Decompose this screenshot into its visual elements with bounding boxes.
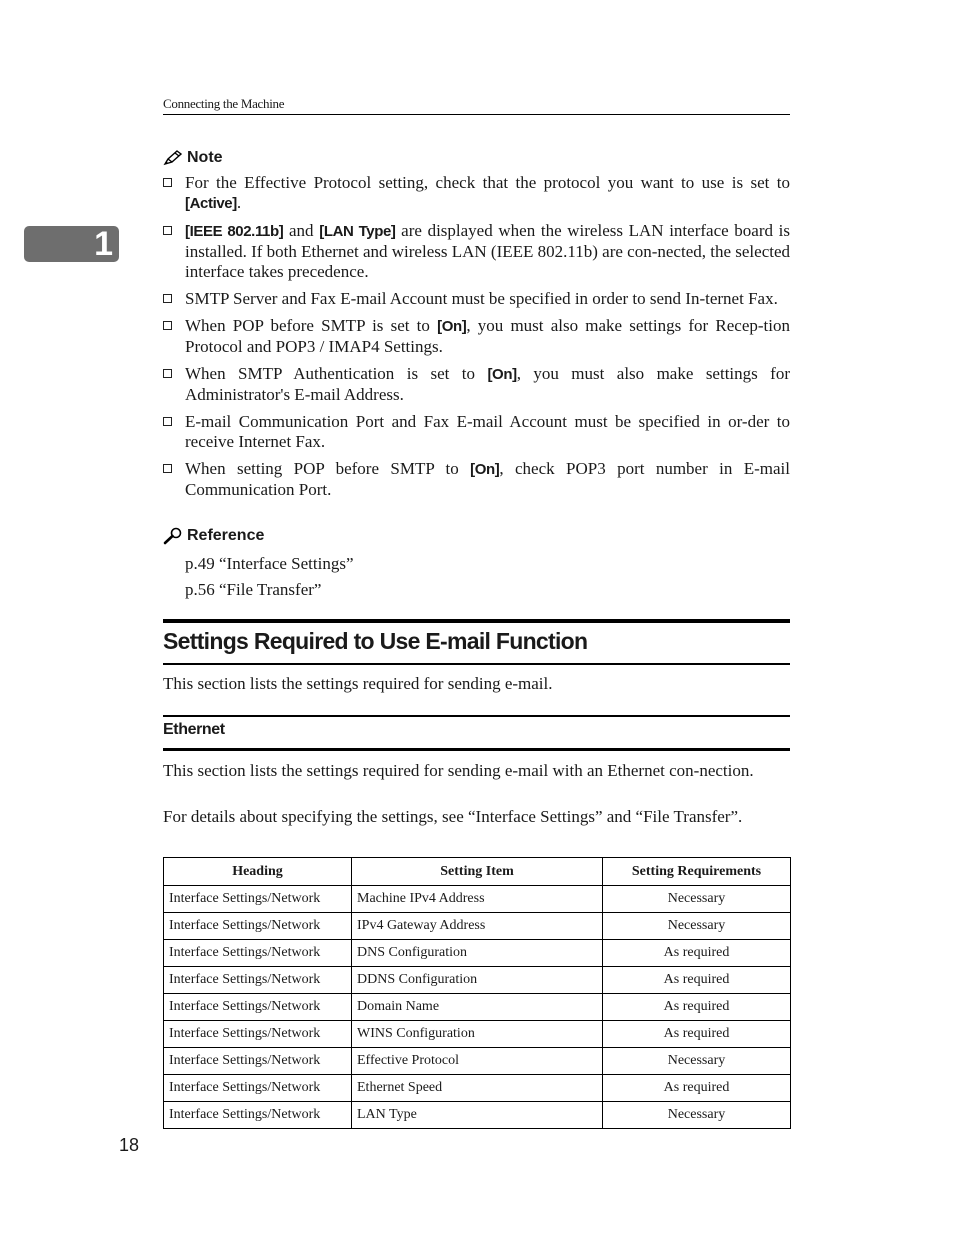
table-cell: DDNS Configuration bbox=[352, 967, 603, 994]
section-top-rule bbox=[163, 619, 790, 623]
key-label: [On] bbox=[487, 366, 517, 383]
table-cell: Interface Settings/Network bbox=[164, 1102, 352, 1129]
table-cell: LAN Type bbox=[352, 1102, 603, 1129]
key-label: [On] bbox=[437, 318, 467, 335]
settings-table bbox=[163, 857, 791, 1129]
table-cell: As required bbox=[603, 1075, 791, 1102]
table-cell: Domain Name bbox=[352, 994, 603, 1021]
header-rule bbox=[163, 114, 790, 115]
table-header-row bbox=[164, 858, 791, 886]
checkbox-bullet-icon bbox=[163, 226, 172, 235]
table-cell: Interface Settings/Network bbox=[164, 1021, 352, 1048]
section-bottom-rule bbox=[163, 663, 790, 665]
reference-link[interactable]: p.56 “File Transfer” bbox=[185, 580, 322, 599]
table-cell: Necessary bbox=[603, 886, 791, 913]
table-row bbox=[164, 967, 791, 994]
checkbox-bullet-icon bbox=[163, 294, 172, 303]
key-label: [Active] bbox=[185, 195, 237, 212]
checkbox-bullet-icon bbox=[163, 417, 172, 426]
table-row bbox=[164, 994, 791, 1021]
subsection-bottom-rule bbox=[163, 748, 790, 751]
page-number: 18 bbox=[119, 1135, 140, 1155]
note-item: When SMTP Authentication is set to [On], you must also make settings for Administrator's E-mail Address. bbox=[163, 364, 790, 405]
subsection-para-2: For details about specifying the settings, see “Interface Settings” and “File Transfer”. bbox=[163, 807, 743, 826]
section-title: Settings Required to Use E-mail Function bbox=[163, 628, 588, 654]
table-cell: Machine IPv4 Address bbox=[352, 886, 603, 913]
table-row bbox=[164, 1021, 791, 1048]
checkbox-bullet-icon bbox=[163, 464, 172, 473]
table-row bbox=[164, 913, 791, 940]
note-item: [IEEE 802.11b] and [LAN Type] are displayed when the wireless LAN interface board is installed. If both Ethernet and wireless LAN (IEEE 802.11b) are con-nected, the selected interface takes precedence. bbox=[163, 221, 790, 282]
table-cell: WINS Configuration bbox=[352, 1021, 603, 1048]
note-label: Note bbox=[187, 149, 223, 166]
reference-label: Reference bbox=[187, 527, 265, 544]
checkbox-bullet-icon bbox=[163, 178, 172, 187]
column-header: Setting Requirements bbox=[603, 858, 791, 886]
table-cell: Interface Settings/Network bbox=[164, 913, 352, 940]
chapter-tab: 1 bbox=[24, 226, 119, 262]
subsection-title: Ethernet bbox=[163, 721, 225, 738]
subsection-para-1: This section lists the settings required for sending e-mail with an Ethernet con-nection. bbox=[163, 761, 754, 780]
table-cell: Interface Settings/Network bbox=[164, 1075, 352, 1102]
table-cell: DNS Configuration bbox=[352, 940, 603, 967]
table-row bbox=[164, 1075, 791, 1102]
note-item: SMTP Server and Fax E-mail Account must be specified in order to send In-ternet Fax. bbox=[163, 289, 790, 309]
subsection-top-rule bbox=[163, 715, 790, 717]
table-cell: Necessary bbox=[603, 913, 791, 940]
table-cell: Interface Settings/Network bbox=[164, 967, 352, 994]
reference-link[interactable]: p.49 “Interface Settings” bbox=[185, 554, 354, 573]
note-item: When POP before SMTP is set to [On], you must also make settings for Recep-tion Protocol and POP3 / IMAP4 Settings. bbox=[163, 316, 790, 357]
table-cell: Interface Settings/Network bbox=[164, 1048, 352, 1075]
table-cell: IPv4 Gateway Address bbox=[352, 913, 603, 940]
table-row bbox=[164, 1102, 791, 1129]
reference-heading bbox=[163, 527, 264, 545]
key-label: [On] bbox=[470, 461, 500, 478]
table-row bbox=[164, 940, 791, 967]
pencil-icon bbox=[163, 150, 183, 166]
note-heading bbox=[163, 149, 223, 167]
key-label: [LAN Type] bbox=[319, 223, 396, 240]
note-item: For the Effective Protocol setting, check that the protocol you want to use is set to [Active]. bbox=[163, 173, 790, 214]
table-cell: Necessary bbox=[603, 1102, 791, 1129]
table-row bbox=[164, 886, 791, 913]
key-label: [IEEE 802.11b] bbox=[185, 223, 284, 240]
note-item: When setting POP before SMTP to [On], check POP3 port number in E-mail Communication Port. bbox=[163, 459, 790, 500]
table-cell: Interface Settings/Network bbox=[164, 994, 352, 1021]
reference-list bbox=[185, 551, 354, 603]
running-head: Connecting the Machine bbox=[163, 96, 285, 111]
table-cell: As required bbox=[603, 967, 791, 994]
table-cell: Interface Settings/Network bbox=[164, 940, 352, 967]
table-cell: Necessary bbox=[603, 1048, 791, 1075]
column-header: Heading bbox=[164, 858, 352, 886]
checkbox-bullet-icon bbox=[163, 369, 172, 378]
table-cell: Ethernet Speed bbox=[352, 1075, 603, 1102]
table-cell: As required bbox=[603, 994, 791, 1021]
checkbox-bullet-icon bbox=[163, 321, 172, 330]
note-item: E-mail Communication Port and Fax E-mail Account must be specified in or-der to receive Internet Fax. bbox=[163, 412, 790, 452]
table-cell: Interface Settings/Network bbox=[164, 886, 352, 913]
table-cell: As required bbox=[603, 1021, 791, 1048]
table-cell: Effective Protocol bbox=[352, 1048, 603, 1075]
column-header: Setting Item bbox=[352, 858, 603, 886]
section-intro: This section lists the settings required for sending e-mail. bbox=[163, 674, 553, 693]
table-row bbox=[164, 1048, 791, 1075]
note-list bbox=[163, 173, 790, 507]
table-cell: As required bbox=[603, 940, 791, 967]
magnifier-icon bbox=[163, 527, 183, 545]
